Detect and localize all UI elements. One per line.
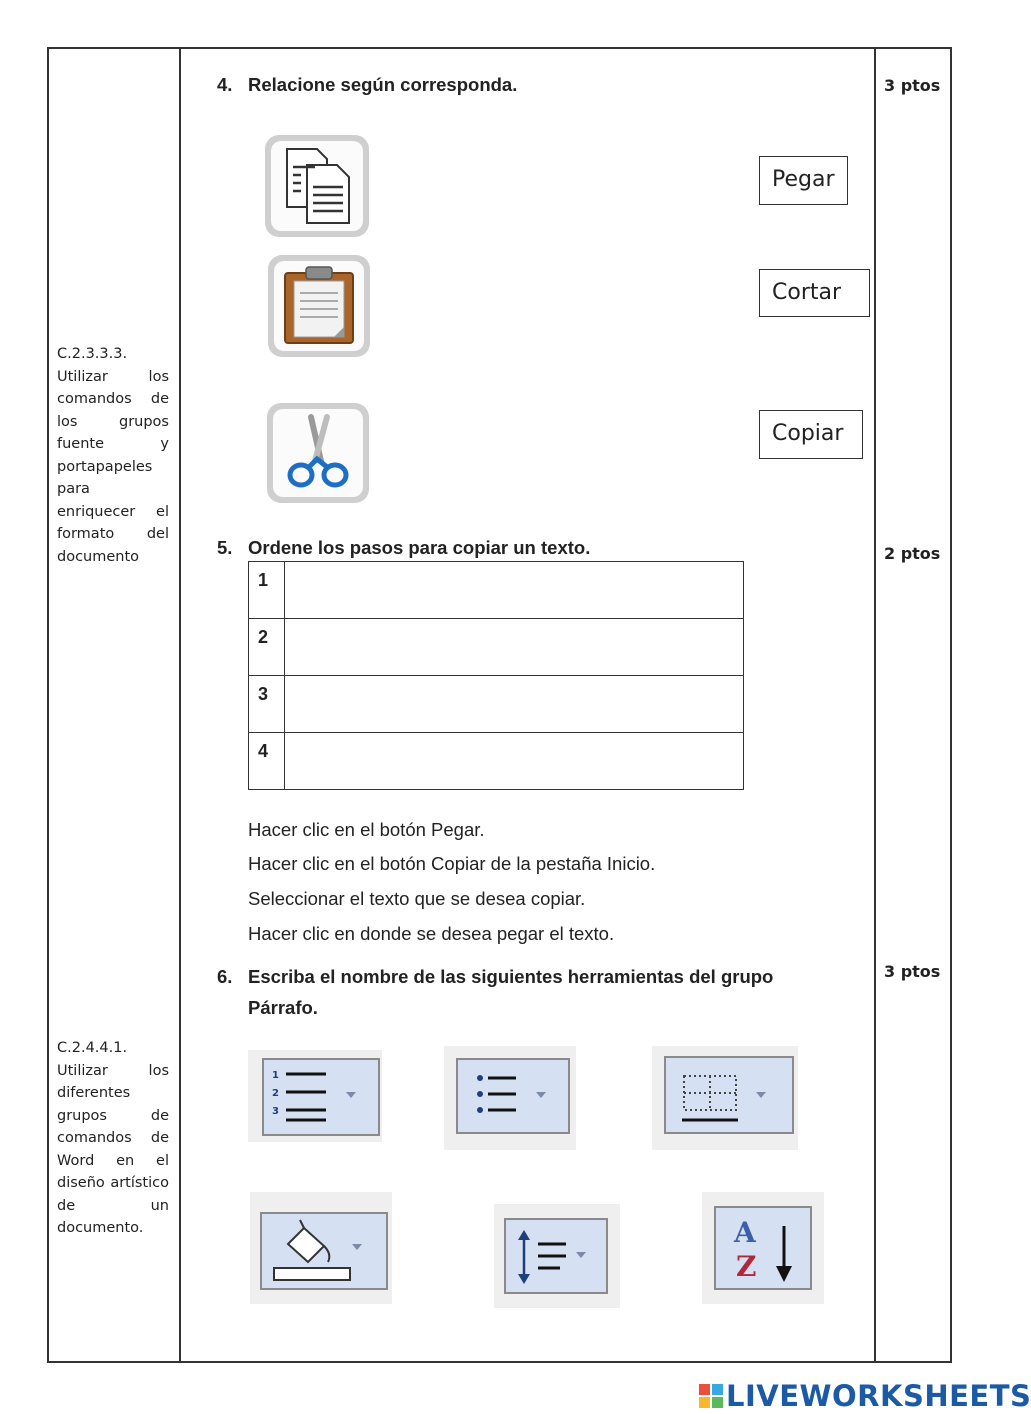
- step-answer-4[interactable]: [285, 733, 744, 790]
- shading-tool[interactable]: [250, 1192, 392, 1304]
- svg-text:1: 1: [272, 1070, 279, 1081]
- sort-letter-z: Z: [736, 1250, 757, 1283]
- option-1[interactable]: Hacer clic en el botón Pegar.: [248, 819, 485, 840]
- numbering-icon: [248, 1050, 382, 1142]
- paste-icon-graphic: [268, 255, 370, 357]
- step-number: 3: [249, 676, 285, 733]
- step-number: 4: [249, 733, 285, 790]
- brand-logo: [698, 1378, 1031, 1414]
- numbering-tool[interactable]: [248, 1050, 382, 1142]
- objective-2-code: C.2.4.4.1.: [57, 1040, 128, 1056]
- step-answer-3[interactable]: [285, 676, 744, 733]
- frame-right: [950, 47, 952, 1362]
- cut-icon-graphic: [267, 403, 369, 503]
- paste-icon[interactable]: [268, 255, 370, 357]
- option-4[interactable]: Hacer clic en donde se desea pegar el texto.: [248, 923, 615, 944]
- q4-points: 3 ptos: [884, 76, 941, 95]
- q5-title: Ordene los pasos para copiar un texto.: [248, 537, 591, 558]
- bullets-icon: [444, 1046, 576, 1150]
- steps-table: [248, 561, 744, 790]
- word-cortar[interactable]: Cortar: [759, 269, 870, 317]
- brand-name: LIVEWORKSHEETS: [726, 1379, 1031, 1413]
- table-row: [249, 733, 744, 790]
- frame-bottom: [47, 1361, 952, 1363]
- word-copiar[interactable]: Copiar: [759, 410, 863, 459]
- line-spacing-icon: [494, 1204, 620, 1308]
- frame-top: [47, 47, 952, 49]
- option-2[interactable]: Hacer clic en el botón Copiar de la pestaña Inicio.: [248, 853, 656, 874]
- q4-title: Relacione según corresponda.: [248, 74, 518, 95]
- svg-text:2: 2: [272, 1088, 279, 1099]
- borders-tool[interactable]: [652, 1046, 798, 1150]
- sort-icon: [702, 1192, 824, 1304]
- objective-1-text: Utilizar los comandos de los grupos fuente y portapapeles para enriquecer el formato del documento: [57, 368, 169, 565]
- frame-left: [47, 47, 49, 1362]
- table-row: [249, 619, 744, 676]
- option-3[interactable]: Seleccionar el texto que se desea copiar.: [248, 888, 586, 909]
- copy-icon-graphic: [265, 135, 369, 237]
- sort-letter-a: A: [734, 1216, 756, 1249]
- q6-title-line1: Escriba el nombre de las siguientes herramientas del grupo: [248, 966, 774, 987]
- frame-divider-2: [874, 47, 876, 1362]
- q5-points: 2 ptos: [884, 544, 941, 563]
- q4-number: 4.: [217, 74, 233, 95]
- shading-icon: [250, 1192, 392, 1304]
- objective-1: [57, 343, 169, 568]
- borders-icon: [652, 1046, 798, 1150]
- brand-grid-icon: [698, 1383, 724, 1409]
- table-row: [249, 676, 744, 733]
- word-pegar[interactable]: Pegar: [759, 156, 848, 205]
- step-number: 2: [249, 619, 285, 676]
- table-row: [249, 562, 744, 619]
- step-number: 1: [249, 562, 285, 619]
- cut-icon[interactable]: [267, 403, 369, 503]
- step-answer-2[interactable]: [285, 619, 744, 676]
- q6-points: 3 ptos: [884, 962, 941, 981]
- objective-1-code: C.2.3.3.3.: [57, 346, 128, 362]
- frame-divider-1: [179, 47, 181, 1362]
- bullets-tool[interactable]: [444, 1046, 576, 1150]
- objective-2: [57, 1037, 169, 1240]
- step-answer-1[interactable]: [285, 562, 744, 619]
- copy-icon[interactable]: [265, 135, 369, 237]
- sort-tool[interactable]: [702, 1192, 824, 1304]
- objective-2-text: Utilizar los diferentes grupos de comandos de Word en el diseño artístico de un documento.: [57, 1062, 169, 1236]
- svg-text:3: 3: [272, 1106, 279, 1117]
- q6-title-line2: Párrafo.: [248, 997, 318, 1018]
- q5-number: 5.: [217, 537, 233, 558]
- q6-number: 6.: [217, 966, 233, 987]
- line-spacing-tool[interactable]: [494, 1204, 620, 1308]
